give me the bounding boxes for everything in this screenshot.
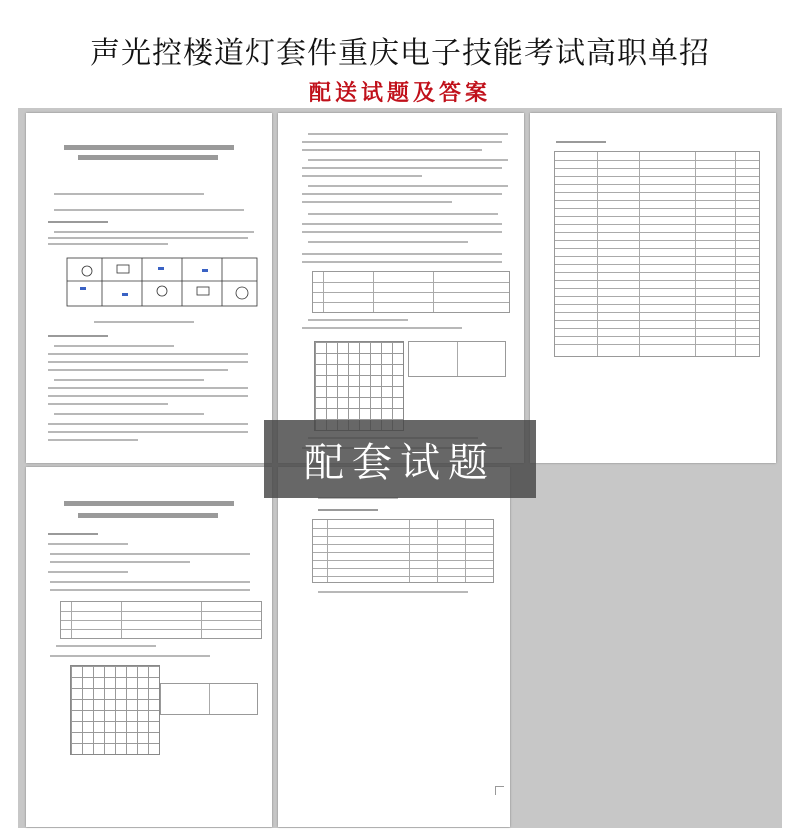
answer-sheet-page-2 [278, 467, 510, 827]
parts-table [554, 151, 760, 357]
page-subtitle: 配送试题及答案 [308, 80, 491, 106]
exam-paper-page-1 [26, 113, 272, 463]
page-corner-mark [495, 786, 504, 795]
circuit-diagram [62, 253, 262, 313]
page-title: 声光控楼道灯套件重庆电子技能考试高职单招 [90, 36, 710, 71]
answer-sheet-page-1 [26, 467, 272, 827]
parts-list-page [530, 113, 776, 463]
overlay-banner: 配套试题 [264, 420, 536, 498]
scoring-table [312, 519, 494, 583]
exam-paper-page-2 [278, 113, 524, 463]
